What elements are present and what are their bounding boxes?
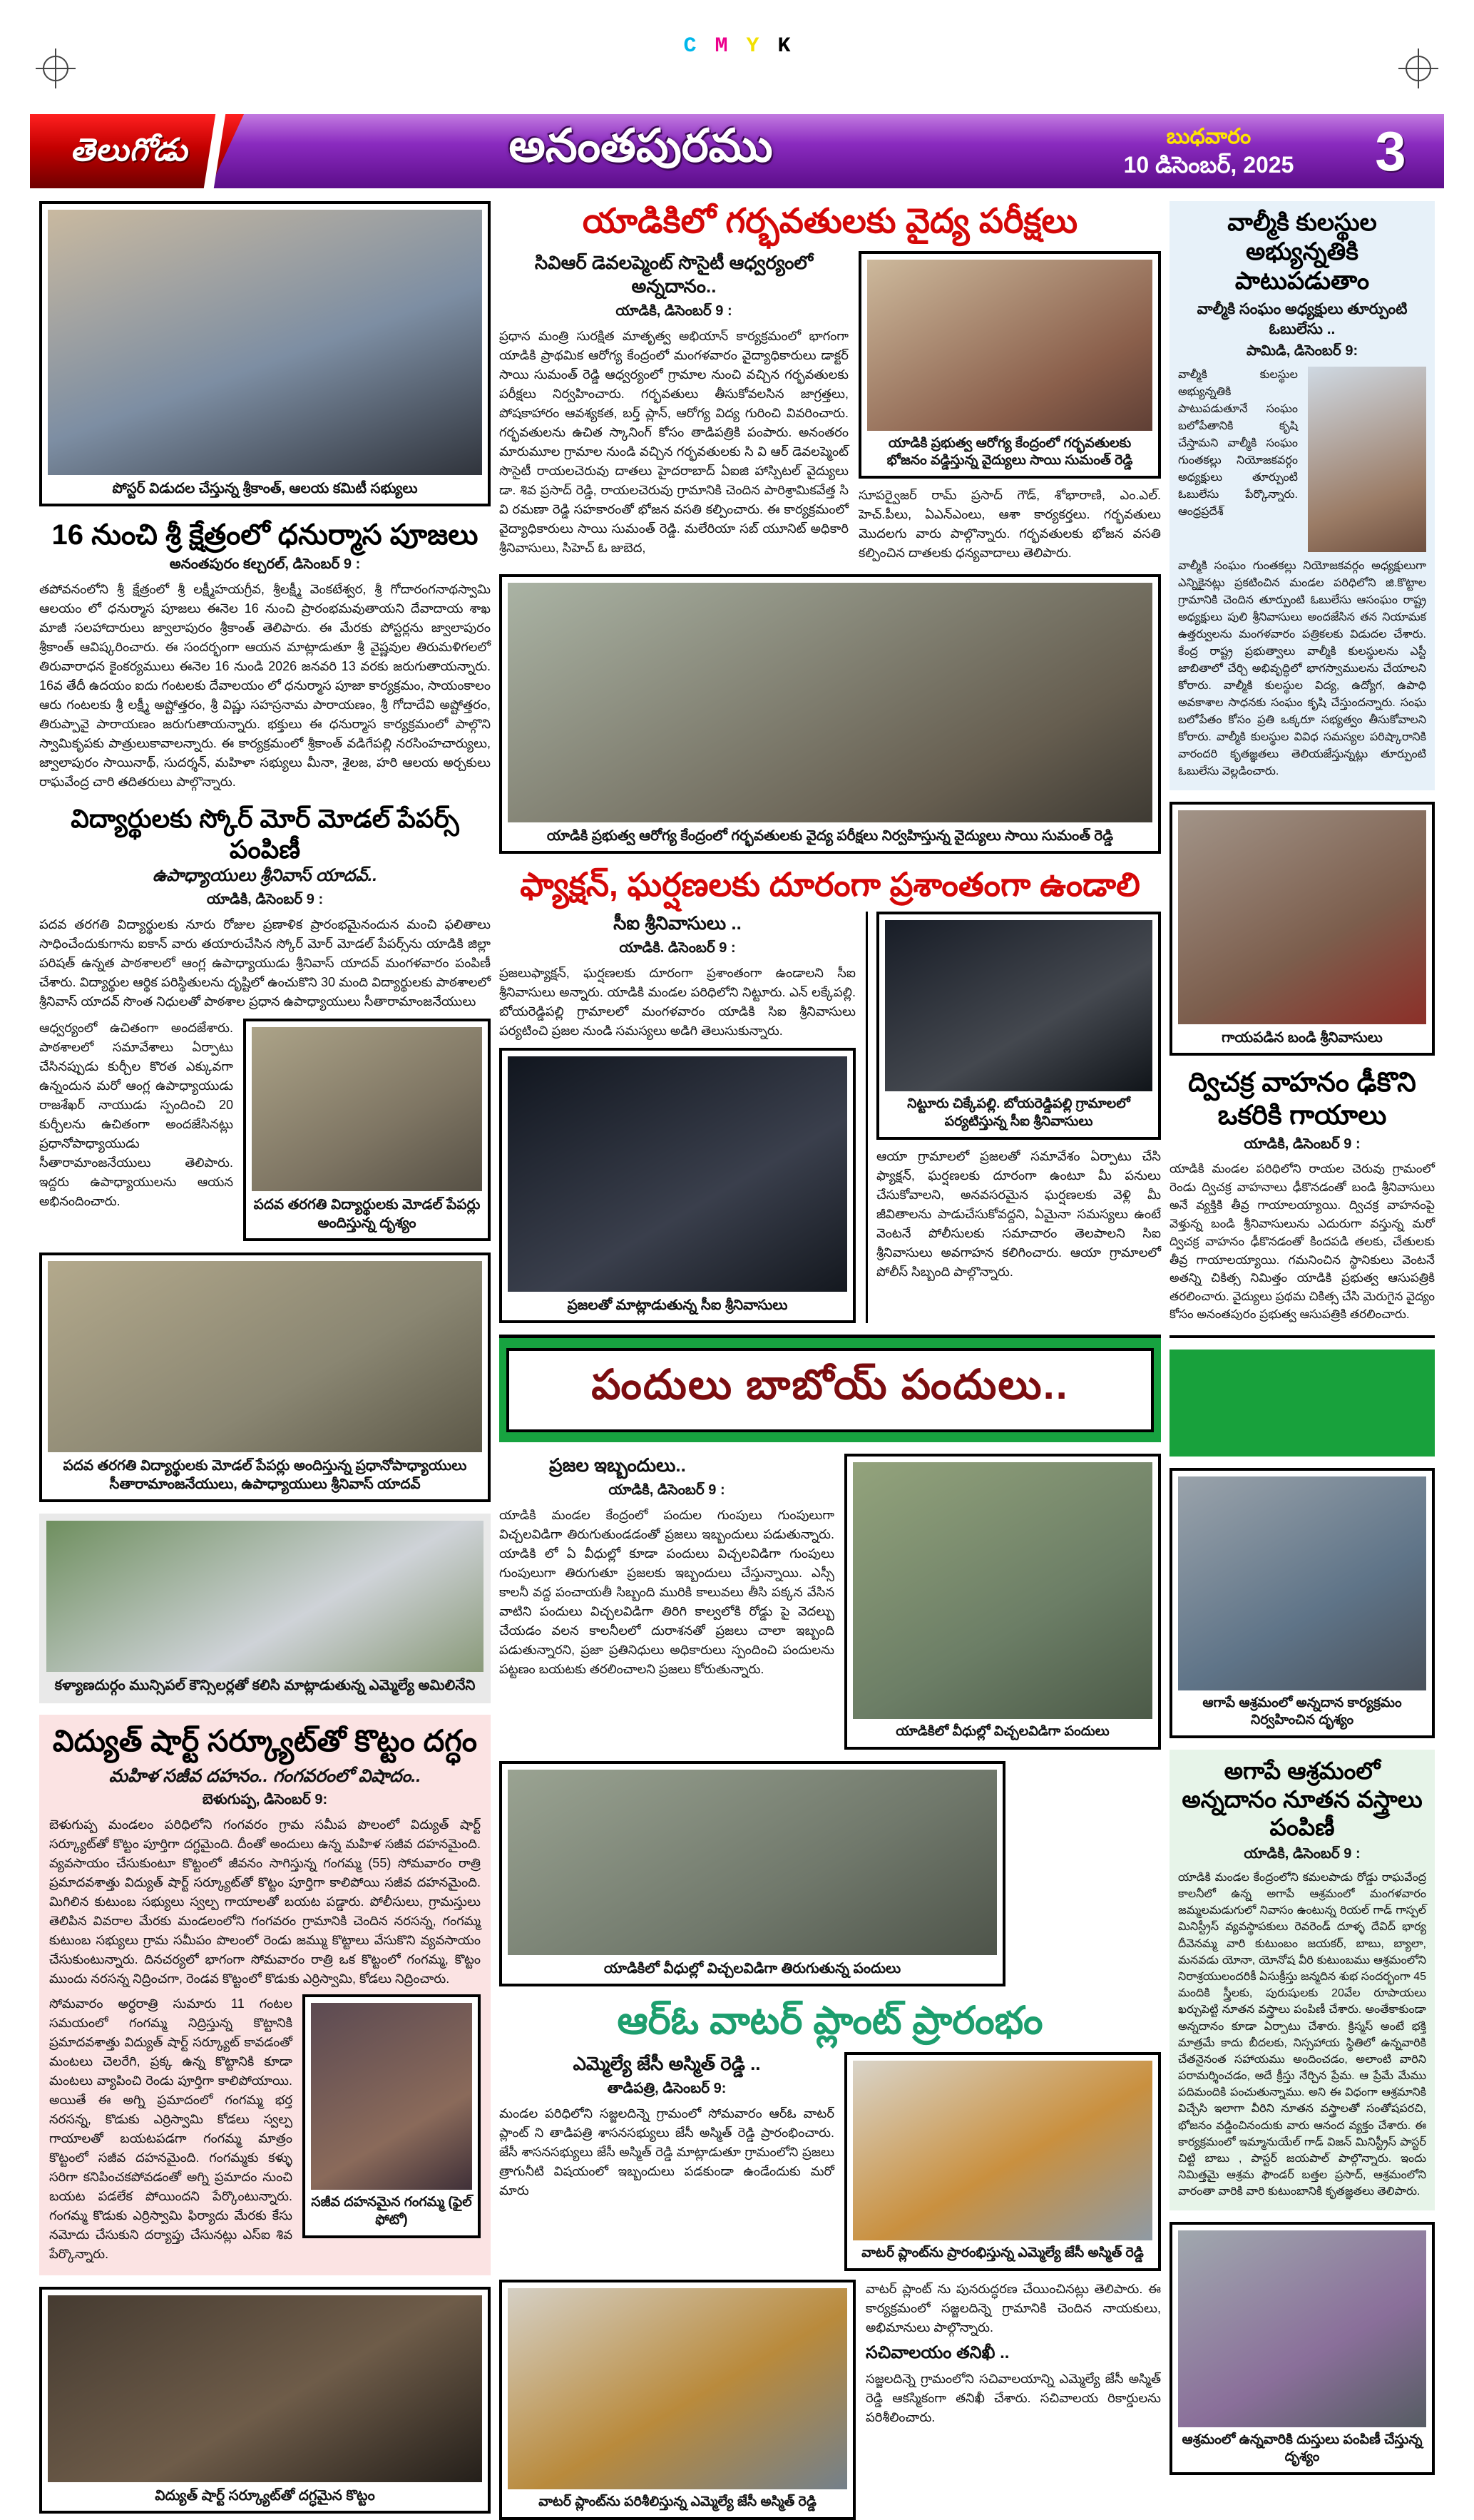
obulesu-portrait-photo: [1308, 367, 1426, 552]
pigs-text: [499, 1454, 834, 1750]
ribbon-photo-box: [844, 2052, 1161, 2271]
registration-mark-right: [1406, 56, 1431, 81]
gangamma-portrait-box: [302, 1994, 481, 2238]
gangamma-file-photo: [311, 2003, 472, 2190]
registration-mark-left: [43, 56, 68, 81]
article-subhead: వాల్మీకి సంఘం అధ్యక్షులు తూర్పుంటి ఓబులేసు ..: [1197, 301, 1408, 337]
modelpapers-photo1-box: [243, 1019, 491, 1241]
page-number: 3: [1375, 119, 1406, 183]
article-headline: 16 నుంచి శ్రీ క్షేత్రంలో ధనుర్మాస పూజలు: [51, 519, 478, 551]
pigs-banner-band: [499, 1335, 1161, 1442]
food-serving-photo: [867, 260, 1152, 431]
article-headline: విద్యార్థులకు స్కోర్ మోర్ మోడల్ పేపర్స్ పంపిణీ: [71, 804, 459, 864]
pigs-banner-title: పందులు బాబోయ్ పందులు..: [591, 1361, 1069, 1408]
article-body: యాడికి మండల పరిధిలోని రాయల చెరువు గ్రామంలో రెండు ద్విచక్ర వాహనాలు ఢీకొనడంతో బండి శ్రీనివాసులు అనే వ్యక్తికి తీవ్ర గాయాలయ్యాయి. ద్విచక్ర వాహనంపై వెళ్తున్న బండి శ్రీనివాసులును ఎదురుగా వస్తున్న మరో ద్విచక్ర వాహనం ఢీకొనడంతో కిందపడి తలకు, చేతులకు తీవ్ర గాయాలయ్యాయి. గమనించిన స్థానికులు వెంటనే అతన్ని చికిత్స నిమిత్తం యాడికి ప్రభుత్వ ఆసుపత్రికి తరలించారు. వైద్యులు ప్రథమ చికిత్స చేసి మెరుగైన వైద్యం కోసం అనంతపురం ప్రభుత్వ ఆసుపత్రికి తరలించారు.: [1170, 1162, 1435, 1322]
article-body-part2: వాల్మీకి సంఘం గుంతకల్లు నియోజకవర్గం అధ్యక్షులుగా ఎన్నికైనట్లు ప్రకటించిన మండల పరిధిలోని జి.కొట్టాల గ్రామానికి చెందిన తూర్పుంటి ఓబులేసు ఆసంఘం రాష్ట్ర అధ్యక్షులు పులి శ్రీనివాసులు అందజేసిన తన నియామక ఉత్తర్వులను మంగళవారం పత్రికలకు విడుదల చేశారు. కేంద్ర రాష్ట్ర ప్రభుత్వాలు వాల్మీకి కులస్థులను ఎస్టీ జాబితాలో చేర్చి అభివృద్ధిలో భాగస్వాములను చేయాలని కోరారు. వాల్మీకి కులస్థుల విద్య, ఉద్యోగ, ఉపాధి అవకాశాల సాధనకు సంఘం కృషి చేస్తుందన్నారు. సంఘ బలోపేతం కోసం ప్రతి ఒక్కరూ సభ్యత్వం తీసుకోవాలని కోరారు. వాల్మీకి కులస్థుల వివిధ సమస్యల పరిష్కారానికి వారందరి కృతజ్ఞతలు తెలియజేస్తున్నట్లు తూర్పుంటి ఓబులేసు వెల్లడించారు.: [1178, 559, 1426, 777]
photo-caption: పదవ తరగతి విద్యార్థులకు మోడల్ పేపర్లు అందిస్తున్న దృశ్యం: [253, 1196, 481, 1231]
serving-photo-box: [859, 251, 1161, 479]
article-subhead: ప్రజల ఇబ్బందులు..: [549, 1454, 686, 1476]
article-headline: యాడికిలో గర్భవతులకు వైద్య పరీక్షలు: [582, 203, 1078, 240]
article-body: మండల పరిధిలోని సజ్జలదిన్నె గ్రామంలో సోమవారం ఆర్ఓ వాటర్ ప్లాంట్ ని తాడిపత్రి శాసనసభ్యులు జేసీ అస్మిత్ రెడ్డి ప్రారంభించారు. జేసీ శాసనసభ్యులు జేసీ అస్మిత్ రెడ్డి మాట్లాడుతూ గ్రామంలోని ప్రజలు త్రాగునీటి విషయంలో ఇబ్బందులు పడకుండా ఉండేందుకు మరో మారు: [499, 2106, 834, 2198]
article-body-part1: పదవ తరగతి విద్యార్థులకు నూరు రోజుల ప్రణాళిక ప్రారంభమైనందున మంచి ఫలితాలు సాధించేందుకుగాను ఐకాన్ వారు తయారుచేసిన స్కోర్ మోర్ మోడల్ పేపర్స్‌ను యాడికి జిల్లా పరిషత్ ఉన్నత పాఠశాలలో ఆంగ్ల ఉపాధ్యాయుడు శ్రీనివాస్ యాదవ్ మంగళవారం పంపిణీ చేశారు. విద్యార్థుల ఆర్థిక పరిస్థితులను దృష్టిలో ఉంచుకొని 30 మంది విద్యార్థులకు పాఠశాలలో శ్రీనివాస్ యాదవ్ సొంత నిధులతో పాఠశాల ప్రధాన ఉపాధ్యాయులు సీతారామాంజనేయులు: [39, 917, 491, 1009]
article-subhead2: సచివాలయం తనిఖీ ..: [866, 2343, 1010, 2363]
dateline: అనంతపురం కల్చరల్, డిసెంబర్ 9 :: [169, 556, 361, 572]
article-body: యాడికి మండల కేంద్రంలోని కమలపాడు రోడ్డు రాఘవేంద్ర కాలనీలో ఉన్న అగాపే ఆశ్రమంలో మంగళవారం జమ్మలమడుగులో నివాసం ఉంటున్న రియల్ గాడ్ గాస్పల్ మినిస్ట్రీస్ వ్యవస్థాపకులు రెవరెండ్ దూళ్ళ దేవిద్ భార్య దీవెనమ్మ వారి కుటుంబం జయకర్, బాబు, బ్యాలా, మనవడు యోనా, యోనోష వీరి కుటుంబము ఆశ్రమంలోని నిరాశ్రయులందరికీ ఏసుక్రీస్తు జన్మదిన శుభ సందర్భంగా 45 మందికి స్త్రీలకు, పురుషులకు 20వేల రూపాయలు ఖర్చుపెట్టి నూతన వస్త్రాలు పంపిణీ చేశారు. అంతేకాకుండా అన్నదానం కూడా ఏర్పాటు చేశారు. క్రిస్మస్ అంటే భక్తి మాత్రమే కాదు బీదలకు, నిస్సహాయ స్థితిలో ఉన్నవారికి చేతనైనంత సహాయము అందించడం, అలాంటి వారిని పరామర్శించడం, అదే క్రీస్తు నేర్చిన ప్రేమ. ఆ ప్రేమే మేము పదిమందికి పంచుతున్నాము. అని ఈ విధంగా ఆశ్రమానికి విచ్చేసి ఇలాగా వీరిని నూతన వస్త్రాలతో సంతోషపరచి, భోజనం వడ్డించినందుకు వారు ఆనంద వ్యక్తం చేశారు. ఈ కార్యక్రమంలో ఇమ్మానుయేల్ గాడ్ విజన్ మినిస్ట్రీస్ పాస్టర్ చిట్టి బాబు , పాస్టర్ జయపాల్ పాల్గొన్నారు. ఇందు నిమిత్తమై ఆశ్రమ ఫౌండర్ బత్తల ప్రసాద్, ఆశ్రమంలోని వారంతా వారికి వారి కుటుంబానికి కృతజ్ఞతలు తెలిపారు.: [1178, 1871, 1426, 2198]
photo-caption: ఆశ్రమంలో ఉన్నవారికి దుస్తులు పంపిణీ చేస్తున్న దృశ్యం: [1182, 2432, 1423, 2465]
photo-caption: కళ్యాణదుర్గం మున్సిపల్ కౌన్సిలర్లతో కలిసి మాట్లాడుతున్న ఎమ్మెల్యే అమిలినేని: [54, 1677, 476, 1693]
newspaper-logo: తెలుగోడు: [70, 133, 188, 168]
ci-village-tour-photo: [885, 920, 1152, 1091]
pigs-photo1-box: [844, 1454, 1161, 1750]
article-headline: ద్విచక్ర వాహనం ఢీకొని ఒకరికి గాయాలు: [1188, 1067, 1416, 1131]
ci-talking-to-people-photo: [508, 1056, 847, 1292]
article-subhead: సివిఆర్ డెవలప్మెంట్ సొసైటీ ఆధ్వర్యంలో అన్నదానం..: [534, 251, 814, 297]
injured-photo-box: [1170, 802, 1435, 1056]
injured-man-photo: [1178, 810, 1426, 1024]
article-agape: [1170, 1750, 1435, 2210]
photo-caption: యాడికిలో వీధుల్లో విచ్చలవిడిగా పందులు: [896, 1723, 1110, 1739]
page-body: [39, 201, 1435, 2520]
ribbon-cutting-photo: [853, 2061, 1152, 2240]
dateline: యాడికి, డిసెంబర్ 9 :: [1244, 1136, 1361, 1153]
article-headline: అగాపే ఆశ్రమంలో అన్నదానం నూతన వస్త్రాలు పంపిణీ: [1182, 1758, 1423, 1841]
article-medical: [499, 201, 1161, 563]
issue-date: 10 డిసెంబర్, 2025: [1123, 151, 1294, 178]
temple-poster-release-photo: [48, 210, 482, 475]
ashram-dining-photo: [1178, 1476, 1426, 1690]
faction-left: [499, 912, 856, 1323]
night-photo1-box: [499, 1048, 856, 1323]
article-headline: విద్యుత్ షార్ట్ సర్క్యూట్‌తో కొట్టం దగ్ధం: [52, 1723, 478, 1758]
inspect-photo-box: [499, 2280, 856, 2520]
article-headline: ఆర్ఓ వాటర్ ప్లాంట్ ప్రారంభం: [617, 1999, 1043, 2042]
medical-text-column: [499, 251, 849, 563]
cmyk-m: M: [715, 34, 728, 58]
article-body-left: ప్రధాన మంత్రి సురక్షిత మాతృత్వ అభియాన్ కార్యక్రమంలో భాగంగా యాడికి ప్రాథమిక ఆరోగ్య కేంద్రంలో మంగళవారం వైద్యాధికారులు డాక్టర్ సాయి సుమంత్ రెడ్డి ఆధ్వర్యంలో గ్రామాల నుంచి వచ్చిన గర్భవతులకు పరీక్షలు నిర్వహించారు. గర్భవతులు తీసుకోవలసిన జాగ్రత్తలు, పోషకాహారం ఆవశ్యకత, బర్త్ ప్లాన్, ఆరోగ్య విద్య గురించి వివరించారు. గర్భవతులను ఉచిత స్కానింగ్ కోసం తాడిపత్రికి పంపారు. అనంతరం మారుమూల గ్రామాల నుండి వచ్చిన గర్భవతులకు సి వి ఆర్ డెవలప్మెంట్ సొసైటీ రాయలచెరువు దాతలు హైదరాబాద్ ఏఐజి హాస్పిటల్ వైద్యులు డా. శివ ప్రసాద్ రెడ్డి, రాయలచెరువు గ్రామానికి చెందిన పారిశ్రామికవేత్త సి వి రమణా రెడ్డి సహకారంతో భోజన వసతి కల్పించారు. ఈ కార్యక్రమంలో వైద్యాధికారులు సాయి సుమంత్ రెడ్డి. మలేరియా సబ్ యూనిట్ అధికారి శ్రీనివాసులు, సిహెచ్ ఓ జుబెద,: [499, 329, 849, 556]
photo-caption: యాడికి ప్రభుత్వ ఆరోగ్య కేంద్రంలో గర్భవతులకు భోజనం వడ్డిస్తున్న వైద్యులు సాయి సుమంత్ రెడ్డి: [886, 435, 1133, 469]
edition-title: అనంతపురము: [508, 120, 773, 171]
article-body: ప్రజలుఫ్యాక్షన్, ఘర్షణలకు దూరంగా ప్రశాంతంగా ఉండాలని సీఐ శ్రీనివాసులు అన్నారు. యాడికి మండల పరిధిలోని నిట్టూరు. ఎన్ లక్కేపల్లి. బోయరెడ్డిపల్లి గ్రామాలలో మంగళవారం యాడికి సిఐ శ్రీనివాసులు పర్యటించి ప్రజల నుండి సమస్యలు అడిగి తెలుసుకున్నారు.: [499, 965, 856, 1038]
photo-caption: యాడికి ప్రభుత్వ ఆరోగ్య కేంద్రంలో గర్భవతులకు వైద్య పరీక్షలు నిర్వహిస్తున్న వైద్యులు సాయి సుమంత్ రెడ్డి: [546, 827, 1114, 844]
modelpapers-photo2-box: [39, 1253, 491, 1502]
article-modelpapers: [39, 803, 491, 1241]
green-ad-block: [1170, 1350, 1435, 1457]
weekday: బుధవారం: [1166, 125, 1252, 149]
pigs-street-photo: [508, 1770, 997, 1955]
article-accident: [1170, 1067, 1435, 1324]
column-right: [1170, 201, 1435, 2520]
students-group-photo: [48, 1261, 482, 1452]
clothes-photo-box: [1170, 2222, 1435, 2475]
photo-caption: వాటర్ ప్లాంట్‌ను ప్రారంభిస్తున్న ఎమ్మెల్యే జేసీ అస్మిత్ రెడ్డి: [861, 2245, 1144, 2261]
cmyk-k: K: [777, 34, 791, 58]
water-text: [499, 2052, 834, 2271]
photo-caption: సజీవ దహనమైన గంగమ్మ (ఫైల్ ఫోటో): [311, 2195, 472, 2228]
article-water: [499, 1998, 1161, 2520]
photo-caption: పదవ తరగతి విద్యార్థులకు మోడల్ పేపర్లు అందిస్తున్న ప్రధానోపాధ్యాయులు సీతారామాంజనేయులు, ఉపాధ్యాయులు శ్రీనివాస్ యాదవ్: [63, 1457, 467, 1492]
clothes-distribution-photo: [1178, 2230, 1426, 2427]
medical-checkup-photo: [508, 583, 1152, 822]
photo-caption: యాడికిలో వీధుల్లో విచ్చలవిడిగా తిరుగుతున్న పందులు: [603, 1960, 901, 1976]
article-headline: వాల్మీకి కులస్థుల అభ్యున్నతికి పాటుపడుతాం: [1227, 209, 1377, 295]
article-headline: ఫ్యాక్షన్, ఘర్షణలకు దూరంగా ప్రశాంతంగా ఉండాలి: [520, 865, 1140, 903]
photo-caption: విద్యుత్ షార్ట్ సర్క్యూట్‌తో దగ్ధమైన కొట్టం: [155, 2488, 375, 2504]
dateline: యాడికి, డిసెంబర్ 9 :: [608, 1481, 725, 1498]
cmyk-c: C: [683, 34, 697, 58]
masthead-banner: [30, 114, 1444, 188]
pigs-roaming-photo: [853, 1462, 1152, 1719]
article-body-part2: సోమవారం అర్ధరాత్రి సుమారు 11 గంటల సమయంలో గంగమ్మ నిద్రిస్తున్న కొట్టానికి ప్రమాదవశాత్తు విద్యుత్ షార్ట్ సర్క్యూట్ కావడంతో మంటలు చెలరేగి, ప్రక్క ఉన్న కొట్టానికి కూడా మంటలు వ్యాపించి రెండు పూర్తిగా కాలిపోయాయి. అయితే ఈ అగ్ని ప్రమాదంలో గంగమ్మ భర్త నరసన్న, కొడుకు ఎర్రిస్వామి కోడలు స్వల్ప గాయాలతో బయటపడగా గంగమ్మ మాత్రం కొట్టంలో సజీవ దహనమైంది. గంగమ్మకు కళ్ళు సరిగా కనిపించకపోవడంతో అగ్ని ప్రమాదం నుంచి బయట పడలేక పోయిందని పేర్కొంటున్నారు. గంగమ్మ కొడుకు ఎర్రిస్వామి ఫిర్యాదు మేరకు కేసు నమోదు చేసుకుని దర్యాప్తు చేసునట్లు ఎస్ఐ శివ పేర్కొన్నారు.: [49, 1996, 292, 2262]
article-body: యాడికి మండల కేంద్రంలో పందుల గుంపులు గుంపులుగా విచ్చలవిడిగా తిరుగుతుండడంతో ప్రజలు ఇబ్బందులు పడుతున్నారు. యాడికి లో ఏ వీధుల్లో కూడా పందులు విచ్చలవిడిగా గుంపులు గుంపులుగా తిరుగుతూ ప్రజలకు ఇబ్బందులు చేస్తున్నాయి. ఎస్సీ కాలనీ వద్ద పంచాయతీ సిబ్బంది మురికి కాలువలు తీసి పక్కన వేసిన వాటిని పందులు విచ్చలవిడిగా తిరిగి కాల్వలోకి రోడ్డు పై వెదల్బు చేయడం వలన కాలనీలలో దురాశనతో ప్రజలు చాలా ఇబ్బంది పడుతున్నారని, ప్రజా ప్రతినిధులు అధికారులు స్పందించి పందులను పట్టణం బయటకు తరలించాలని ప్రజలు కోరుతున్నారు.: [499, 1507, 834, 1676]
photo-caption: పోస్టర్ విడుదల చేస్తున్న శ్రీకాంత్, ఆలయ కమిటీ సభ్యులు: [112, 481, 418, 496]
plant-inspection-photo: [508, 2288, 847, 2489]
column-center: [499, 201, 1161, 2520]
article-fire: [39, 1715, 491, 2276]
dateline: యాడికి, డిసెంబర్ 9 :: [206, 891, 324, 907]
pigs-photo2-box: [499, 1761, 1005, 1986]
article-body2: ఆయా గ్రామాలలో ప్రజలతో సమావేశం ఏర్పాటు చేసి ఫ్యాక్షన్, ఘర్షణలకు దూరంగా ఉంటూ మీ పనులు చేసుకోవాలని, అనవసరమైన ఘర్షణలకు వెళ్లి మీ జీవితాలను పాడుచేసుకోవద్దని, ఏమైనా సమస్యలు ఉంటే వెంటనే పోలీసులకు సమాచారం తెలపాలని సిఐ శ్రీనివాసులు అవగాహన కలిగించారు. ఆయా గ్రామాలలో పోలీస్ సిబ్బంది పాల్గొన్నారు.: [876, 1148, 1161, 1279]
article-dhanurmasa: [39, 518, 491, 792]
article-subhead: సీఐ శ్రీనివాసులు ..: [613, 912, 742, 934]
photo-caption: ఆగాపే ఆశ్రమంలో అన్నదాన కార్యక్రమం నిర్వహించిన దృశ్యం: [1202, 1695, 1402, 1728]
article-pigs: [499, 1454, 1161, 1750]
article-valmiki: [1170, 201, 1435, 790]
column-left: [39, 201, 491, 2520]
article-body3: సజ్జలదిన్నె గ్రామంలోని సచివాలయాన్ని ఎమ్మెల్యే జేసీ అస్మిత్ రెడ్డి ఆకస్మికంగా తనిఖీ చేశారు. సచివాలయ రికార్డులను పరిశీలించారు.: [866, 2372, 1161, 2425]
water-text2: [866, 2280, 1161, 2520]
article-body-part1: వాల్మీకి కులస్థుల అభ్యున్నతికి పాటుపడుతూనే సంఘం బలోపేతానికి కృషి చేస్తామని వాల్మీకి సంఘం గుంతకల్లు నియోజకవర్గం అధ్యక్షులు తూర్పుంటి ఓబులేసు పేర్కొన్నారు. ఆంధ్రప్రదేశ్: [1178, 368, 1298, 518]
article-body-part1: బెళుగుప్ప మండలం పరిధిలోని గంగవరం గ్రామ సమీప పొలంలో విద్యుత్ షార్ట్ సర్క్యూట్‌తో కొట్టం పూర్తిగా దగ్ధమైంది. దీంతో అందులు ఉన్న మహిళ సజీవ దహనమైంది. వ్యవసాయం చేసుకుంటూ కొట్టంలో జీవనం సాగిస్తున్న గంగమ్మ (55) సోమవారం రాత్రి ప్రమాదవశాత్తు విద్యుత్ షార్ట్ సర్క్యూట్‌తో కొట్టం పూర్తిగా కాలిపోయి సజీవ దహనమైంది. మిగిలిన కుటుంబ సభ్యులు స్వల్ప గాయాలతో బయట పడ్డారు. పోలీసులు, గ్రామస్తులు తెలిపిన వివరాల మేరకు మండలంలోని గంగవరం గ్రామానికి చెందిన నరసన్న, గంగమ్మ కుటుంబ సభ్యులు గ్రామ సమీపం పొలంలో రెండు జమ్ము కొట్టాలు వేసుకొని వ్యవసాయం చేసుకుంటున్నారు. దినచర్యలో భాగంగా సోమవారం రాత్రి ఒక కొట్టంలో గంగమ్మ, కొట్టం ముందు నరసన్న నిద్రించగా, రెండవ కొట్టంలో కొడుకు ఎర్రిస్వామి, కోడలు నిద్రించారు.: [49, 1817, 481, 1986]
article-body-part2: ఆధ్వర్యంలో ఉచితంగా అందజేశారు. పాఠశాలలో సమావేశాలు ఏర్పాటు చేసినప్పుడు కుర్చీల కొరత ఎక్కువగా ఉన్నందున మరో ఆంగ్ల ఉపాధ్యాయుడు రాజశేఖర్ నాయుడు స్పందించి 20 కుర్చీలను ఉచితంగా అందజేసినట్లు ప్రధానోపాధ్యాయుడు సీతారామాంజనేయులు తెలిపారు. ఇద్దరు ఉపాధ్యాయులను ఆయన అభినందించారు.: [39, 1020, 233, 1208]
burnt-shed-photo: [48, 2295, 482, 2482]
press-conference-box: [39, 1514, 491, 1703]
article-body: తపోవనంలోని శ్రీ క్షేత్రంలో శ్రీ లక్ష్మీహయగ్రీవ, శ్రీలక్ష్మీ వెంకటేశ్వర, శ్రీ గోదారంగనాథస్వామి ఆలయం లో ధనుర్మాస పూజలు ఈనెల 16 నుంచి ప్రారంభమవుతాయని దేవాదాయ శాఖ మాజీ సలహాదారులు జ్వాలాపురం శ్రీకాంత్ తెలిపారు. ఈ మేరకు పోస్టర్లను జ్వాలాపురం శ్రీకాంత్ ఆవిష్కరించారు. ఈ సందర్భంగా ఆయన మాట్లాడుతూ శ్రీ వైష్ణవుల తిరుమళిగలలో తిరువారాధన కైంకర్యములు ఈనెల 16 నుండి 2026 జనవరి 13 వరకు జరుగుతాయన్నారు. 16వ తేదీ ఉదయం ఐదు గంటలకు దేవాలయం లో ధనుర్మాస పూజా కార్యక్రమం, సాయంకాలం ఆరు గంటలకు శ్రీ లక్ష్మీ అష్టోత్తరం, శ్రీ విష్ణు సహస్రనామ పారాయణం, శ్రీ గోదాదేవి అష్టోత్తరం, తిరుప్పావై పారాయణం జరుగుతాయన్నారు. భక్తులు ఈ ధనుర్మాస కార్యక్రమంలో పాల్గొని స్వామికృపకు పాత్రులుకావాలన్నారు. ఈ కార్యక్రమంలో శ్రీకాంత్ వడిగేపల్లి నరసింహచార్యులు, జ్వాలాపురం సాయినాథ్, సుదర్శన్, మహిళా సభ్యులు మీనా, శైలజ, హరి ఆలయ అర్చకులు రాఘవేంద్ర చారి తదితరులు పాల్గొన్నారు.: [39, 582, 491, 789]
dining-photo-box: [1170, 1468, 1435, 1738]
pigs-banner-box: [506, 1348, 1154, 1432]
article-faction: [499, 865, 1161, 1323]
photo-caption: నిట్టూరు చిక్కేపల్లి. బోయరెడ్డిపల్లి గ్రామాలలో పర్యటిస్తున్న సీఐ శ్రీనివాసులు: [907, 1096, 1130, 1129]
article-subhead: మహిళ సజీవ దహనం.. గంగవరంలో విషాదం..: [108, 1765, 421, 1786]
article-subhead: ఎమ్మెల్యే జేసీ అస్మిత్ రెడ్డి ..: [573, 2053, 761, 2075]
dateline: పామిడి, డిసెంబర్ 9:: [1246, 342, 1358, 359]
dateline: తాడిపత్రి, డిసెంబర్ 9:: [607, 2081, 727, 2097]
clinic-photo-box: [499, 574, 1161, 854]
night-photo2-box: [876, 912, 1161, 1139]
article-body2: వాటర్ ప్లాంట్ ను పునరుద్ధరణ చేయించినట్లు తెలిపారు. ఈ కార్యక్రమంలో సజ్జలదిన్నె గ్రామానికి చెందిన నాయకులు, అభిమానులు పాల్గొన్నారు.: [866, 2282, 1161, 2335]
article-body-right: సూపర్వైజర్ రామ్ ప్రసాద్ గౌడ్, శోభారాణి, ఎం.ఎల్. హెచ్.పీలు, ఏఎన్ఎంలు, ఆశా కార్యకర్తలు. గర్భవతులు మొదలగు వారు పాల్గొన్నారు. గర్భవతులకు భోజన వసతి కల్పించిన దాతలకు ధన్యవాదాలు తెలిపారు.: [859, 487, 1161, 560]
photo-caption: వాటర్ ప్లాంట్‌ను పరిశీలిస్తున్న ఎమ్మెల్యే జేసీ అస్మిత్ రెడ్డి: [538, 2494, 817, 2510]
dateline: యాడికి, డిసెంబర్ 9 :: [1244, 1845, 1361, 1862]
students-receiving-papers-photo: [252, 1027, 482, 1191]
faction-right: [866, 912, 1161, 1323]
dateline: బెళుగుప్ప, డిసెంబర్ 9:: [202, 1792, 328, 1808]
article-subhead: ఉపాధ్యాయులు శ్రీనివాస్ యాదవ్..: [153, 866, 377, 886]
cmyk-color-bar: [683, 34, 790, 58]
temple-photo-box: [39, 201, 491, 506]
photo-caption: గాయపడిన బండి శ్రీనివాసులు: [1222, 1029, 1383, 1046]
section-divider: [1170, 1335, 1435, 1338]
dateline: యాడికి. డిసెంబర్ 9 :: [619, 939, 736, 956]
burnt-shed-box: [39, 2287, 491, 2514]
printer-strip: [0, 0, 1474, 114]
dateline: యాడికి, డిసెంబర్ 9 :: [615, 303, 732, 320]
photo-caption: ప్రజలతో మాట్లాడుతున్న సీఐ శ్రీనివాసులు: [567, 1297, 788, 1313]
press-conference-photo: [46, 1521, 483, 1672]
date-block: [1080, 123, 1337, 179]
cmyk-y: Y: [746, 34, 759, 58]
medical-photo-column: [859, 251, 1161, 563]
